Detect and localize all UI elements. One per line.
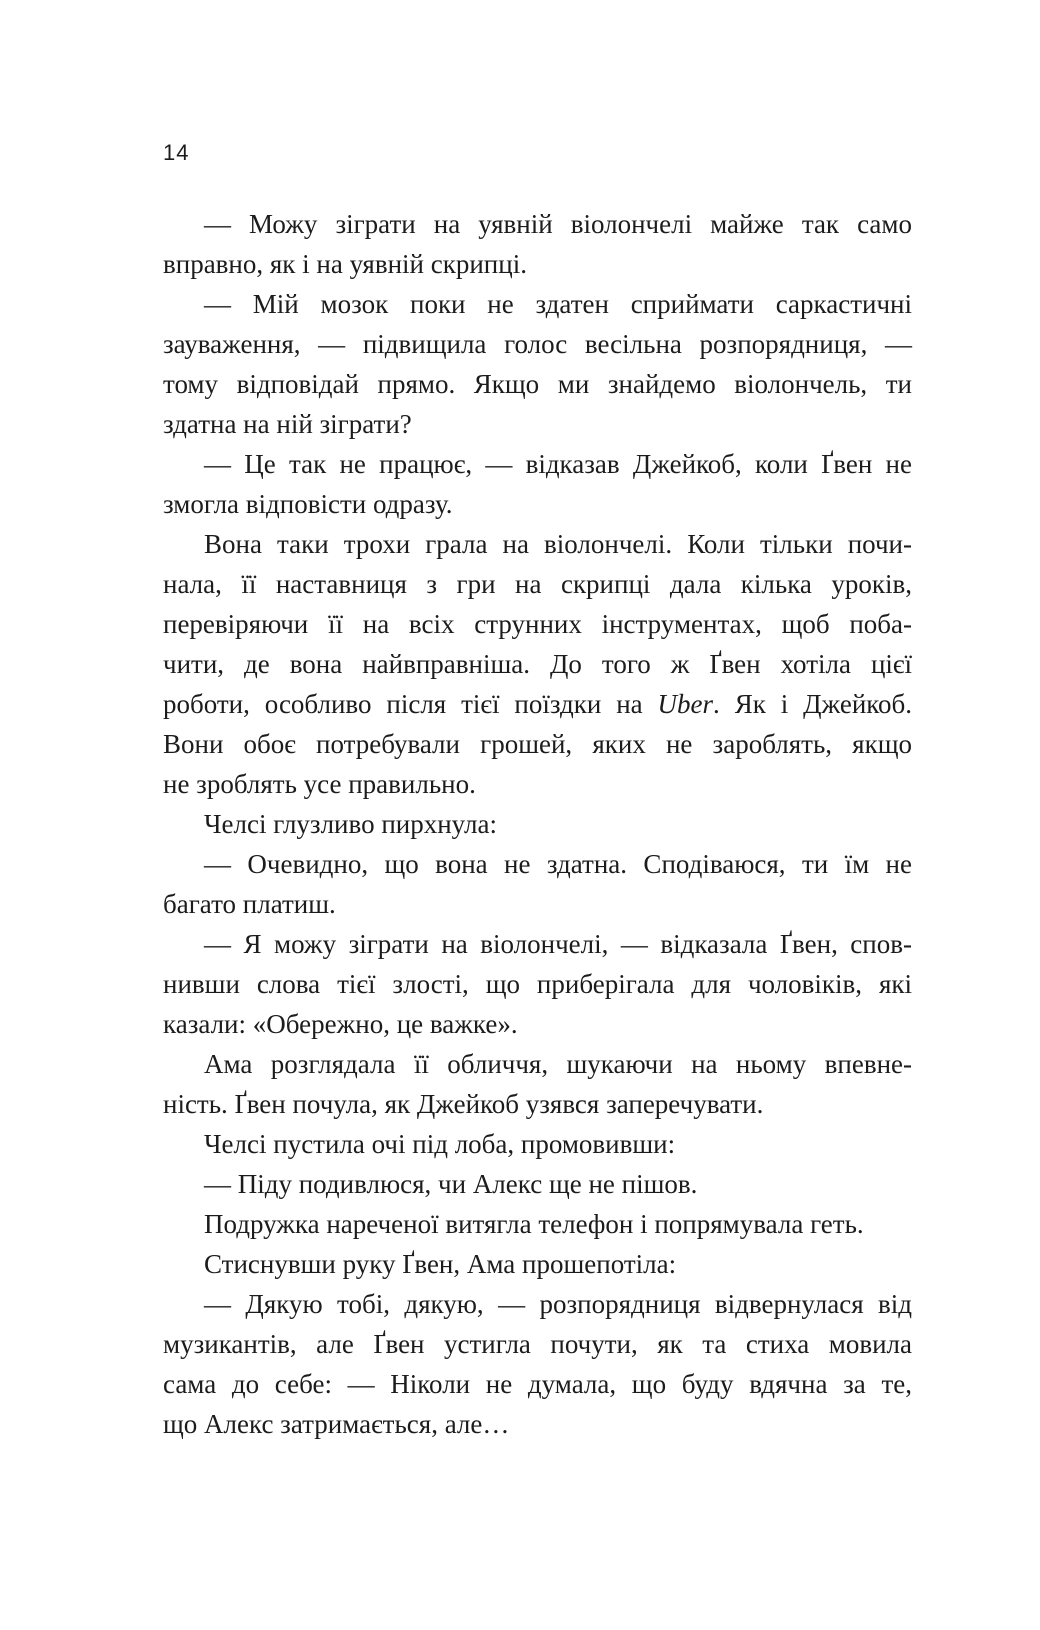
paragraph [163,1124,912,1164]
text-line: Стиснувши руку Ґвен, Ама прошепотіла: [204,1249,677,1279]
text-line: Ама розглядала її обличчя, шукаючи на ньому впевне- [204,1049,912,1079]
paragraph [163,524,912,804]
text-line: Челсі глузливо пирхнула: [204,809,497,839]
text-line: нала, її наставниця з гри на скрипці дала кілька уроків, [163,569,912,599]
text-line: — Очевидно, що вона не здатна. Сподіваюся, ти їм не [204,849,912,879]
text-line: — Піду подивлюся, чи Алекс ще не пішов. [204,1169,698,1199]
text-line: — Мій мозок поки не здатен сприймати саркастичні [204,289,912,319]
paragraph [163,1044,912,1124]
text-line: — Це так не працює, — відказав Джейкоб, коли Ґвен не [204,449,912,479]
paragraph [163,844,912,924]
paragraph [163,444,912,524]
paragraph [163,1244,912,1284]
text-line: здатна на ній зіграти? [163,409,412,439]
paragraph [163,804,912,844]
paragraph [163,1164,912,1204]
paragraph [163,1204,912,1244]
text-line: Вони обоє потребували грошей, яких не зароблять, якщо [163,729,912,759]
text-line: зауваження, — підвищила голос весільна розпорядниця, — [163,329,912,359]
text-line: — Я можу зіграти на віолончелі, — відказала Ґвен, спов- [204,929,912,959]
text-line: Вона таки трохи грала на віолончелі. Коли тільки почи- [204,529,912,559]
paragraph [163,1284,912,1444]
text-line: — Дякую тобі, дякую, — розпорядниця відвернулася від [204,1289,912,1319]
text-line: роботи, особливо після тієї поїздки на Uber. Як і Джейкоб. [163,689,912,719]
text-line: що Алекс затримається, але… [163,1409,510,1439]
text-line: тому відповідай прямо. Якщо ми знайдемо віолончель, ти [163,369,912,399]
text-line: казали: «Обережно, це важке». [163,1009,518,1039]
text-line: чити, де вона найвправніша. До того ж Ґвен хотіла цієї [163,649,912,679]
body-text-block [163,204,912,1444]
text-line: вправно, як і на уявній скрипці. [163,249,527,279]
text-line: Челсі пустила очі під лоба, промовивши: [204,1129,676,1159]
text-line: сама до себе: — Ніколи не думала, що буду вдячна за те, [163,1369,912,1399]
page-number: 14 [163,140,190,165]
text-line: Подружка нареченої витягла телефон і попрямувала геть. [204,1209,864,1239]
text-line: — Можу зіграти на уявній віолончелі майже так само [204,209,912,239]
paragraph [163,924,912,1044]
text-line: нивши слова тієї злості, що приберігала для чоловіків, які [163,969,912,999]
text-line: не зроблять усе правильно. [163,769,476,799]
text-line: змогла відповісти одразу. [163,489,453,519]
text-line: багато платиш. [163,889,336,919]
paragraph [163,204,912,284]
text-line: перевіряючи її на всіх струнних інструментах, щоб поба- [163,609,912,639]
paragraph [163,284,912,444]
text-line: музикантів, але Ґвен устигла почути, як та стиха мовила [163,1329,912,1359]
text-line: ність. Ґвен почула, як Джейкоб узявся заперечувати. [163,1089,764,1119]
